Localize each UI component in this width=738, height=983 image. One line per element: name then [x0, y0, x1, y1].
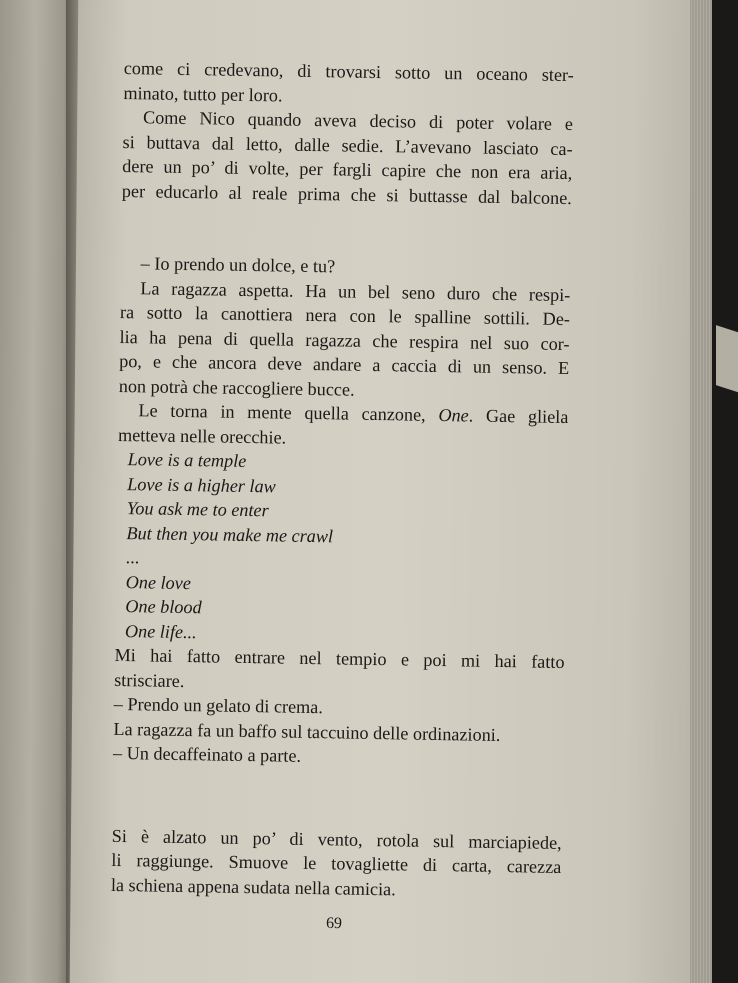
page-flap	[716, 325, 738, 395]
lyric-line: ...	[125, 547, 140, 568]
page-text	[111, 56, 574, 904]
text-fragment: Le torna in mente quella canzone,	[138, 400, 439, 425]
lyric-line: Love is a higher law	[127, 473, 276, 496]
dialogue-line: – Un decaffeinato a parte.	[112, 742, 302, 766]
text-line: lia ha pena di quella ragazza che respira nel suo cor-	[119, 326, 570, 354]
section-break	[112, 765, 563, 830]
text-line: Mi hai fatto entrare nel tempio e poi mi hai fatto	[114, 644, 565, 672]
song-title: One	[438, 404, 469, 426]
text-line: si buttava dal letto, dalle sedie. L’avevano lasciato ca-	[122, 131, 573, 159]
text-line: La ragazza aspetta. Ha un bel seno duro che respi-	[140, 277, 571, 305]
lyric-line: One life...	[124, 620, 197, 642]
text-line: metteva nelle orecchie.	[117, 424, 287, 448]
text-line: per educarlo al reale prima che si buttasse dal balcone.	[121, 180, 572, 208]
paragraph-song	[118, 398, 569, 454]
dark-background-edge	[712, 0, 738, 983]
text-line: Come Nico quando aveva deciso di poter volare e	[142, 107, 574, 135]
lyric-line: One blood	[125, 596, 202, 618]
text-line: Si è alzato un po’ di vento, rotola sul marciapiede,	[111, 825, 562, 853]
text-line: dere un po’ di volte, per fargli capire che non era aria,	[122, 155, 573, 184]
text-line: po, e che ancora deve andare a caccia di un senso. E	[119, 350, 570, 379]
section-break	[121, 203, 572, 258]
text-fragment: . Gae gliela	[468, 405, 569, 428]
dialogue-line: – Prendo un gelato di crema.	[113, 693, 324, 718]
song-lyrics	[115, 447, 568, 650]
lyric-line: One love	[125, 571, 192, 593]
paragraph-girl	[119, 275, 571, 405]
text-line: come ci credevano, di trovarsi sotto un oceano ster-	[123, 57, 574, 86]
text-line: non potrà che raccogliere bucce.	[118, 375, 355, 400]
text-line: strisciare.	[114, 669, 185, 691]
translation	[114, 643, 565, 699]
text-line: la schiena appena sudata nella camicia.	[110, 874, 396, 899]
text-line: minato, tutto per loro.	[123, 82, 283, 105]
text-line: li raggiunge. Smuove le tovagliette di carta, carezza	[111, 849, 562, 877]
lyric-line: Love is a temple	[127, 449, 247, 471]
paragraph-top-1	[123, 56, 574, 112]
page-number: 69	[325, 914, 343, 933]
paragraph-wind	[111, 823, 562, 904]
paragraph-top-2	[122, 105, 573, 210]
lyric-line: But then you make me crawl	[126, 522, 334, 546]
text-line: ra sotto la canottiera nera con le spalline sottili. De-	[119, 301, 571, 330]
dialogue-line: – Io prendo un dolce, e tu?	[140, 253, 336, 277]
text-line: La ragazza fa un baffo sul taccuino delle ordinazioni.	[113, 718, 501, 745]
lyric-line: You ask me to enter	[126, 498, 269, 521]
